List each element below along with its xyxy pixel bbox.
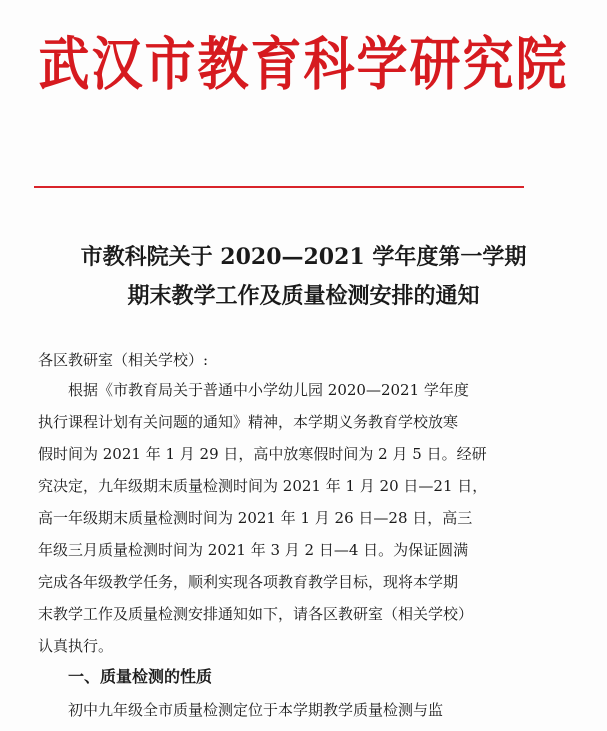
section-heading: 一、质量检测的性质 <box>68 667 213 686</box>
paragraph-line: 执行课程计划有关问题的通知》精神，本学期义务教育学校放寒 <box>38 413 459 431</box>
section-first-line: 初中九年级全市质量检测定位于本学期教学质量检测与监 <box>68 701 444 719</box>
paragraph-line: 究决定，九年级期末质量检测时间为 2021 年 1 月 20 日—21 日， <box>38 477 488 495</box>
organization-header: 武汉市教育科学研究院 <box>38 31 569 99</box>
red-divider-line <box>34 186 524 188</box>
paragraph-line: 认真执行。 <box>38 637 114 655</box>
paragraph-line: 高一年级期末质量检测时间为 2021 年 1 月 26 日—28 日，高三 <box>38 509 473 527</box>
document-title-line-1: 市教科院关于 2020—2021 学年度第一学期 <box>80 244 527 270</box>
paragraph-line: 完成各年级教学任务，顺利实现各项教育教学目标，现将本学期 <box>38 573 459 591</box>
paragraph-line: 年级三月质量检测时间为 2021 年 3 月 2 日—4 日。为保证圆满 <box>38 541 469 559</box>
paragraph-line: 假时间为 2021 年 1 月 29 日，高中放寒假时间为 2 月 5 日。经研 <box>38 445 487 463</box>
paragraph-line: 根据《市教育局关于普通中小学幼儿园 2020—2021 学年度 <box>68 381 469 399</box>
document-title-line-2: 期末教学工作及质量检测安排的通知 <box>127 283 480 309</box>
paragraph-line: 末教学工作及质量检测安排通知如下，请各区教研室（相关学校） <box>38 605 474 623</box>
salutation: 各区教研室（相关学校）: <box>38 351 209 369</box>
